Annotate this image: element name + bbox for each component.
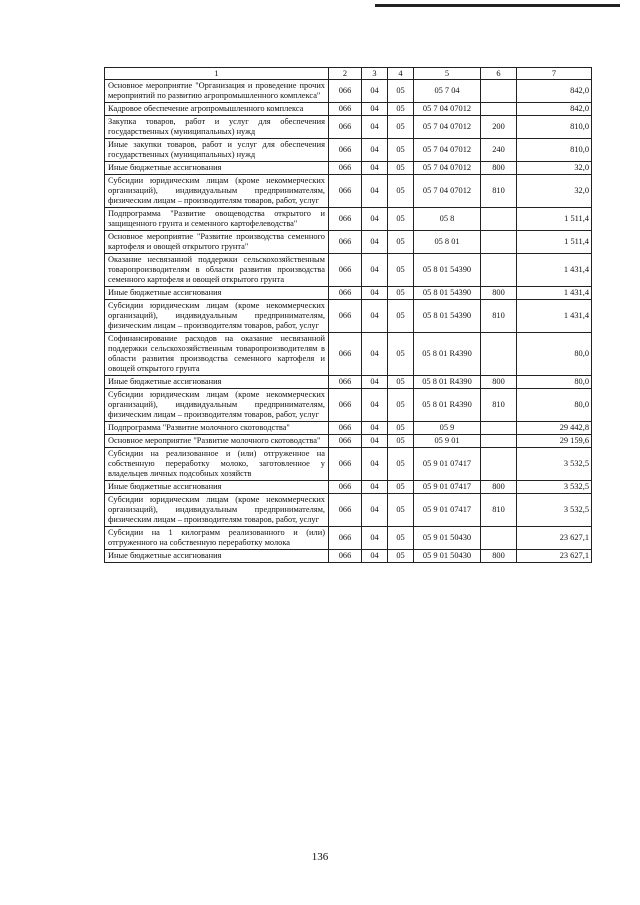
header-cell: 1 bbox=[105, 68, 329, 80]
row-name-cell: Кадровое обеспечение агропромышленного комплекса bbox=[105, 103, 329, 116]
code-cell: 066 bbox=[329, 527, 362, 550]
row-name-cell: Софинансирование расходов на оказание несвязанной поддержки сельскохозяйственным товаропроизводителям в области развития производства семенного картофеля и овощей открытого грунта bbox=[105, 333, 329, 376]
target-code-cell: 05 9 01 07417 bbox=[414, 494, 481, 527]
target-code-cell: 05 8 01 R4390 bbox=[414, 389, 481, 422]
expense-type-cell: 800 bbox=[481, 550, 517, 563]
section-cell: 04 bbox=[362, 376, 388, 389]
table-row bbox=[105, 231, 592, 254]
table-body bbox=[105, 80, 592, 563]
target-code-cell: 05 8 01 R4390 bbox=[414, 333, 481, 376]
section-cell: 04 bbox=[362, 103, 388, 116]
header-cell: 2 bbox=[329, 68, 362, 80]
subsection-cell: 05 bbox=[388, 389, 414, 422]
expense-type-cell: 800 bbox=[481, 481, 517, 494]
amount-cell: 810,0 bbox=[517, 139, 592, 162]
amount-cell: 1 431,4 bbox=[517, 287, 592, 300]
expense-type-cell bbox=[481, 254, 517, 287]
expense-type-cell: 800 bbox=[481, 287, 517, 300]
expense-type-cell bbox=[481, 231, 517, 254]
row-name-cell: Субсидии юридическим лицам (кроме некоммерческих организаций), индивидуальным предпринимателям, физическим лицам – производителям товаров, работ, услуг bbox=[105, 389, 329, 422]
amount-cell: 810,0 bbox=[517, 116, 592, 139]
code-cell: 066 bbox=[329, 80, 362, 103]
row-name-cell: Подпрограмма "Развитие молочного скотоводства" bbox=[105, 422, 329, 435]
row-name-cell: Иные бюджетные ассигнования bbox=[105, 287, 329, 300]
target-code-cell: 05 9 01 50430 bbox=[414, 527, 481, 550]
amount-cell: 80,0 bbox=[517, 389, 592, 422]
section-cell: 04 bbox=[362, 254, 388, 287]
table-row bbox=[105, 300, 592, 333]
subsection-cell: 05 bbox=[388, 481, 414, 494]
target-code-cell: 05 8 01 54390 bbox=[414, 287, 481, 300]
table-row bbox=[105, 175, 592, 208]
row-name-cell: Иные бюджетные ассигнования bbox=[105, 550, 329, 563]
table-row bbox=[105, 103, 592, 116]
code-cell: 066 bbox=[329, 422, 362, 435]
table-row bbox=[105, 435, 592, 448]
header-cell: 7 bbox=[517, 68, 592, 80]
table-row bbox=[105, 80, 592, 103]
budget-table-container bbox=[104, 67, 591, 563]
subsection-cell: 05 bbox=[388, 103, 414, 116]
subsection-cell: 05 bbox=[388, 116, 414, 139]
amount-cell: 3 532,5 bbox=[517, 448, 592, 481]
section-cell: 04 bbox=[362, 389, 388, 422]
table-header bbox=[105, 68, 592, 80]
amount-cell: 80,0 bbox=[517, 333, 592, 376]
code-cell: 066 bbox=[329, 103, 362, 116]
amount-cell: 1 431,4 bbox=[517, 254, 592, 287]
budget-table bbox=[104, 67, 592, 563]
expense-type-cell: 800 bbox=[481, 376, 517, 389]
amount-cell: 1 431,4 bbox=[517, 300, 592, 333]
table-row bbox=[105, 254, 592, 287]
target-code-cell: 05 9 01 50430 bbox=[414, 550, 481, 563]
row-name-cell: Субсидии юридическим лицам (кроме некоммерческих организаций), индивидуальным предпринимателям, физическим лицам – производителям товаров, работ, услуг bbox=[105, 175, 329, 208]
subsection-cell: 05 bbox=[388, 287, 414, 300]
target-code-cell: 05 8 01 bbox=[414, 231, 481, 254]
code-cell: 066 bbox=[329, 389, 362, 422]
expense-type-cell: 810 bbox=[481, 494, 517, 527]
target-code-cell: 05 7 04 07012 bbox=[414, 175, 481, 208]
section-cell: 04 bbox=[362, 116, 388, 139]
expense-type-cell: 810 bbox=[481, 300, 517, 333]
header-cell: 3 bbox=[362, 68, 388, 80]
subsection-cell: 05 bbox=[388, 139, 414, 162]
code-cell: 066 bbox=[329, 435, 362, 448]
target-code-cell: 05 8 bbox=[414, 208, 481, 231]
amount-cell: 80,0 bbox=[517, 376, 592, 389]
section-cell: 04 bbox=[362, 527, 388, 550]
subsection-cell: 05 bbox=[388, 527, 414, 550]
subsection-cell: 05 bbox=[388, 550, 414, 563]
code-cell: 066 bbox=[329, 175, 362, 208]
header-cell: 4 bbox=[388, 68, 414, 80]
expense-type-cell: 810 bbox=[481, 389, 517, 422]
subsection-cell: 05 bbox=[388, 208, 414, 231]
header-row bbox=[105, 68, 592, 80]
section-cell: 04 bbox=[362, 435, 388, 448]
amount-cell: 3 532,5 bbox=[517, 494, 592, 527]
expense-type-cell bbox=[481, 448, 517, 481]
subsection-cell: 05 bbox=[388, 254, 414, 287]
row-name-cell: Субсидии на реализованное и (или) отгруженное на собственную переработку молоко, заготовленное у владельцев личных подсобных хозяйств bbox=[105, 448, 329, 481]
section-cell: 04 bbox=[362, 80, 388, 103]
code-cell: 066 bbox=[329, 254, 362, 287]
target-code-cell: 05 9 01 bbox=[414, 435, 481, 448]
amount-cell: 1 511,4 bbox=[517, 208, 592, 231]
target-code-cell: 05 9 01 07417 bbox=[414, 448, 481, 481]
table-row bbox=[105, 481, 592, 494]
code-cell: 066 bbox=[329, 231, 362, 254]
section-cell: 04 bbox=[362, 550, 388, 563]
subsection-cell: 05 bbox=[388, 448, 414, 481]
section-cell: 04 bbox=[362, 422, 388, 435]
table-row bbox=[105, 139, 592, 162]
subsection-cell: 05 bbox=[388, 162, 414, 175]
table-row bbox=[105, 376, 592, 389]
row-name-cell: Иные закупки товаров, работ и услуг для обеспечения государственных (муниципальных) нужд bbox=[105, 139, 329, 162]
row-name-cell: Субсидии на 1 килограмм реализованного и (или) отгруженного на собственную переработку молока bbox=[105, 527, 329, 550]
subsection-cell: 05 bbox=[388, 333, 414, 376]
section-cell: 04 bbox=[362, 300, 388, 333]
top-rule bbox=[375, 4, 620, 7]
code-cell: 066 bbox=[329, 300, 362, 333]
code-cell: 066 bbox=[329, 448, 362, 481]
amount-cell: 32,0 bbox=[517, 162, 592, 175]
table-row bbox=[105, 162, 592, 175]
section-cell: 04 bbox=[362, 494, 388, 527]
subsection-cell: 05 bbox=[388, 231, 414, 254]
table-row bbox=[105, 333, 592, 376]
amount-cell: 32,0 bbox=[517, 175, 592, 208]
code-cell: 066 bbox=[329, 550, 362, 563]
table-row bbox=[105, 448, 592, 481]
subsection-cell: 05 bbox=[388, 376, 414, 389]
target-code-cell: 05 7 04 07012 bbox=[414, 103, 481, 116]
expense-type-cell bbox=[481, 103, 517, 116]
row-name-cell: Закупка товаров, работ и услуг для обеспечения государственных (муниципальных) нужд bbox=[105, 116, 329, 139]
target-code-cell: 05 7 04 07012 bbox=[414, 162, 481, 175]
amount-cell: 842,0 bbox=[517, 103, 592, 116]
section-cell: 04 bbox=[362, 175, 388, 208]
expense-type-cell: 800 bbox=[481, 162, 517, 175]
section-cell: 04 bbox=[362, 162, 388, 175]
expense-type-cell: 200 bbox=[481, 116, 517, 139]
target-code-cell: 05 9 01 07417 bbox=[414, 481, 481, 494]
subsection-cell: 05 bbox=[388, 80, 414, 103]
amount-cell: 1 511,4 bbox=[517, 231, 592, 254]
table-row bbox=[105, 208, 592, 231]
expense-type-cell bbox=[481, 80, 517, 103]
amount-cell: 23 627,1 bbox=[517, 550, 592, 563]
section-cell: 04 bbox=[362, 448, 388, 481]
code-cell: 066 bbox=[329, 376, 362, 389]
section-cell: 04 bbox=[362, 333, 388, 376]
expense-type-cell: 810 bbox=[481, 175, 517, 208]
target-code-cell: 05 8 01 54390 bbox=[414, 254, 481, 287]
code-cell: 066 bbox=[329, 116, 362, 139]
row-name-cell: Субсидии юридическим лицам (кроме некоммерческих организаций), индивидуальным предпринимателям, физическим лицам – производителям товаров, работ, услуг bbox=[105, 494, 329, 527]
section-cell: 04 bbox=[362, 208, 388, 231]
code-cell: 066 bbox=[329, 208, 362, 231]
target-code-cell: 05 8 01 54390 bbox=[414, 300, 481, 333]
row-name-cell: Субсидии юридическим лицам (кроме некоммерческих организаций), индивидуальным предпринимателям, физическим лицам – производителям товаров, работ, услуг bbox=[105, 300, 329, 333]
row-name-cell: Иные бюджетные ассигнования bbox=[105, 162, 329, 175]
target-code-cell: 05 8 01 R4390 bbox=[414, 376, 481, 389]
amount-cell: 23 627,1 bbox=[517, 527, 592, 550]
table-row bbox=[105, 287, 592, 300]
code-cell: 066 bbox=[329, 333, 362, 376]
table-row bbox=[105, 494, 592, 527]
table-row bbox=[105, 527, 592, 550]
table-row bbox=[105, 422, 592, 435]
row-name-cell: Оказание несвязанной поддержки сельскохозяйственным товаропроизводителям в области развития производства семенного картофеля и овощей открытого грунта bbox=[105, 254, 329, 287]
target-code-cell: 05 7 04 bbox=[414, 80, 481, 103]
table-row bbox=[105, 550, 592, 563]
page-number: 136 bbox=[311, 851, 329, 863]
table-row bbox=[105, 389, 592, 422]
target-code-cell: 05 7 04 07012 bbox=[414, 116, 481, 139]
subsection-cell: 05 bbox=[388, 494, 414, 527]
header-cell: 5 bbox=[414, 68, 481, 80]
code-cell: 066 bbox=[329, 481, 362, 494]
subsection-cell: 05 bbox=[388, 422, 414, 435]
expense-type-cell: 240 bbox=[481, 139, 517, 162]
row-name-cell: Основное мероприятие "Развитие производства семенного картофеля и овощей открытого грунта" bbox=[105, 231, 329, 254]
expense-type-cell bbox=[481, 208, 517, 231]
subsection-cell: 05 bbox=[388, 175, 414, 208]
row-name-cell: Основное мероприятие "Развитие молочного скотоводства" bbox=[105, 435, 329, 448]
amount-cell: 29 159,6 bbox=[517, 435, 592, 448]
section-cell: 04 bbox=[362, 287, 388, 300]
amount-cell: 842,0 bbox=[517, 80, 592, 103]
expense-type-cell bbox=[481, 333, 517, 376]
subsection-cell: 05 bbox=[388, 435, 414, 448]
code-cell: 066 bbox=[329, 494, 362, 527]
section-cell: 04 bbox=[362, 139, 388, 162]
code-cell: 066 bbox=[329, 139, 362, 162]
row-name-cell: Основное мероприятие "Организация и проведение прочих мероприятий по развитию агропромышленного комплекса" bbox=[105, 80, 329, 103]
code-cell: 066 bbox=[329, 162, 362, 175]
code-cell: 066 bbox=[329, 287, 362, 300]
expense-type-cell bbox=[481, 422, 517, 435]
row-name-cell: Иные бюджетные ассигнования bbox=[105, 376, 329, 389]
amount-cell: 29 442,8 bbox=[517, 422, 592, 435]
table-row bbox=[105, 116, 592, 139]
row-name-cell: Подпрограмма "Развитие овощеводства открытого и защищенного грунта и семенного картофелеводства" bbox=[105, 208, 329, 231]
target-code-cell: 05 7 04 07012 bbox=[414, 139, 481, 162]
row-name-cell: Иные бюджетные ассигнования bbox=[105, 481, 329, 494]
target-code-cell: 05 9 bbox=[414, 422, 481, 435]
expense-type-cell bbox=[481, 435, 517, 448]
section-cell: 04 bbox=[362, 481, 388, 494]
subsection-cell: 05 bbox=[388, 300, 414, 333]
header-cell: 6 bbox=[481, 68, 517, 80]
section-cell: 04 bbox=[362, 231, 388, 254]
amount-cell: 3 532,5 bbox=[517, 481, 592, 494]
expense-type-cell bbox=[481, 527, 517, 550]
